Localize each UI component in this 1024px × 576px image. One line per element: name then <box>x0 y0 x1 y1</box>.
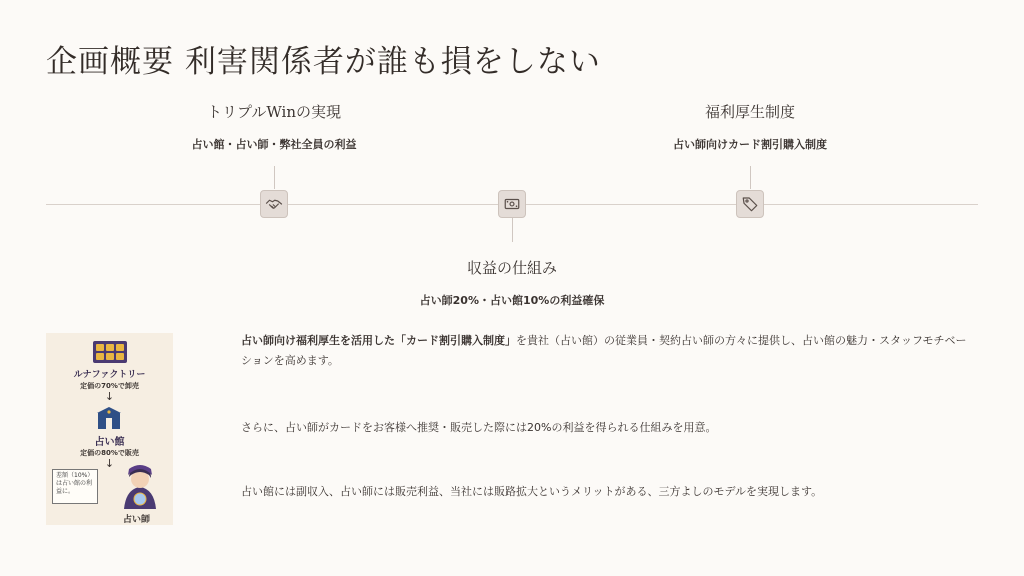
handshake-node <box>260 190 288 218</box>
milestone-revenue <box>402 257 622 308</box>
milestone-welfare <box>640 101 860 152</box>
milestone-stem <box>512 218 513 242</box>
milestone-triple-win <box>174 101 374 152</box>
money-node <box>498 190 526 218</box>
shop-label: 占い館 <box>94 437 125 448</box>
arrow-down-icon: ↓ <box>104 457 115 470</box>
paragraph-revenue: さらに、占い師がカードをお客様へ推奨・販売した際には20%の利益を得られる仕組みを用意。 <box>241 421 717 434</box>
milestone-title: 福利厚生制度 <box>704 103 795 121</box>
fortune-teller-icon <box>118 463 162 511</box>
milestone-subtitle: 占い館・占い師・弊社全員の利益 <box>191 138 357 151</box>
milestone-subtitle: 占い師向けカード割引購入制度 <box>673 138 827 151</box>
reader-label: 占い師 <box>122 515 150 525</box>
shop-icon <box>94 405 124 431</box>
shop-price: 定価の80%で販売 <box>80 449 139 457</box>
handshake-icon <box>265 195 283 213</box>
milestone-subtitle: 占い師20%・占い館10%の利益確保 <box>419 294 605 307</box>
paragraph-summary: 占い館には副収入、占い師には販売利益、当社には販路拡大というメリットがある、三方よしのモデルを実現します。 <box>241 485 823 498</box>
milestone-stem <box>274 166 275 189</box>
milestone-stem <box>750 166 751 189</box>
factory-label: ルナファクトリー <box>73 370 146 380</box>
page-title: 企画概要 利害関係者が誰も損をしない <box>46 44 601 80</box>
factory-icon <box>93 341 127 363</box>
paragraph-intro-highlight: 占い師向け福利厚生を活用した「カード割引購入制度」 <box>241 334 516 347</box>
tag-node <box>736 190 764 218</box>
paragraph-intro <box>241 331 976 371</box>
distribution-diagram <box>46 333 173 525</box>
margin-note: 差額（10%）は占い館の利益に。 <box>52 469 98 504</box>
arrow-down-icon: ↓ <box>104 390 115 403</box>
money-icon <box>503 195 521 213</box>
factory-price: 定価の70%で卸売 <box>80 382 139 390</box>
milestone-title: 収益の仕組み <box>466 259 557 277</box>
paragraph-intro-rest: を貴社（占い館）の従業員・契約占い師の方々に提供し、占い館の魅力・スタッフモチベーションを高めます。 <box>241 334 967 367</box>
milestone-title: トリプルWinの実現 <box>206 103 341 121</box>
tag-icon <box>741 195 759 213</box>
